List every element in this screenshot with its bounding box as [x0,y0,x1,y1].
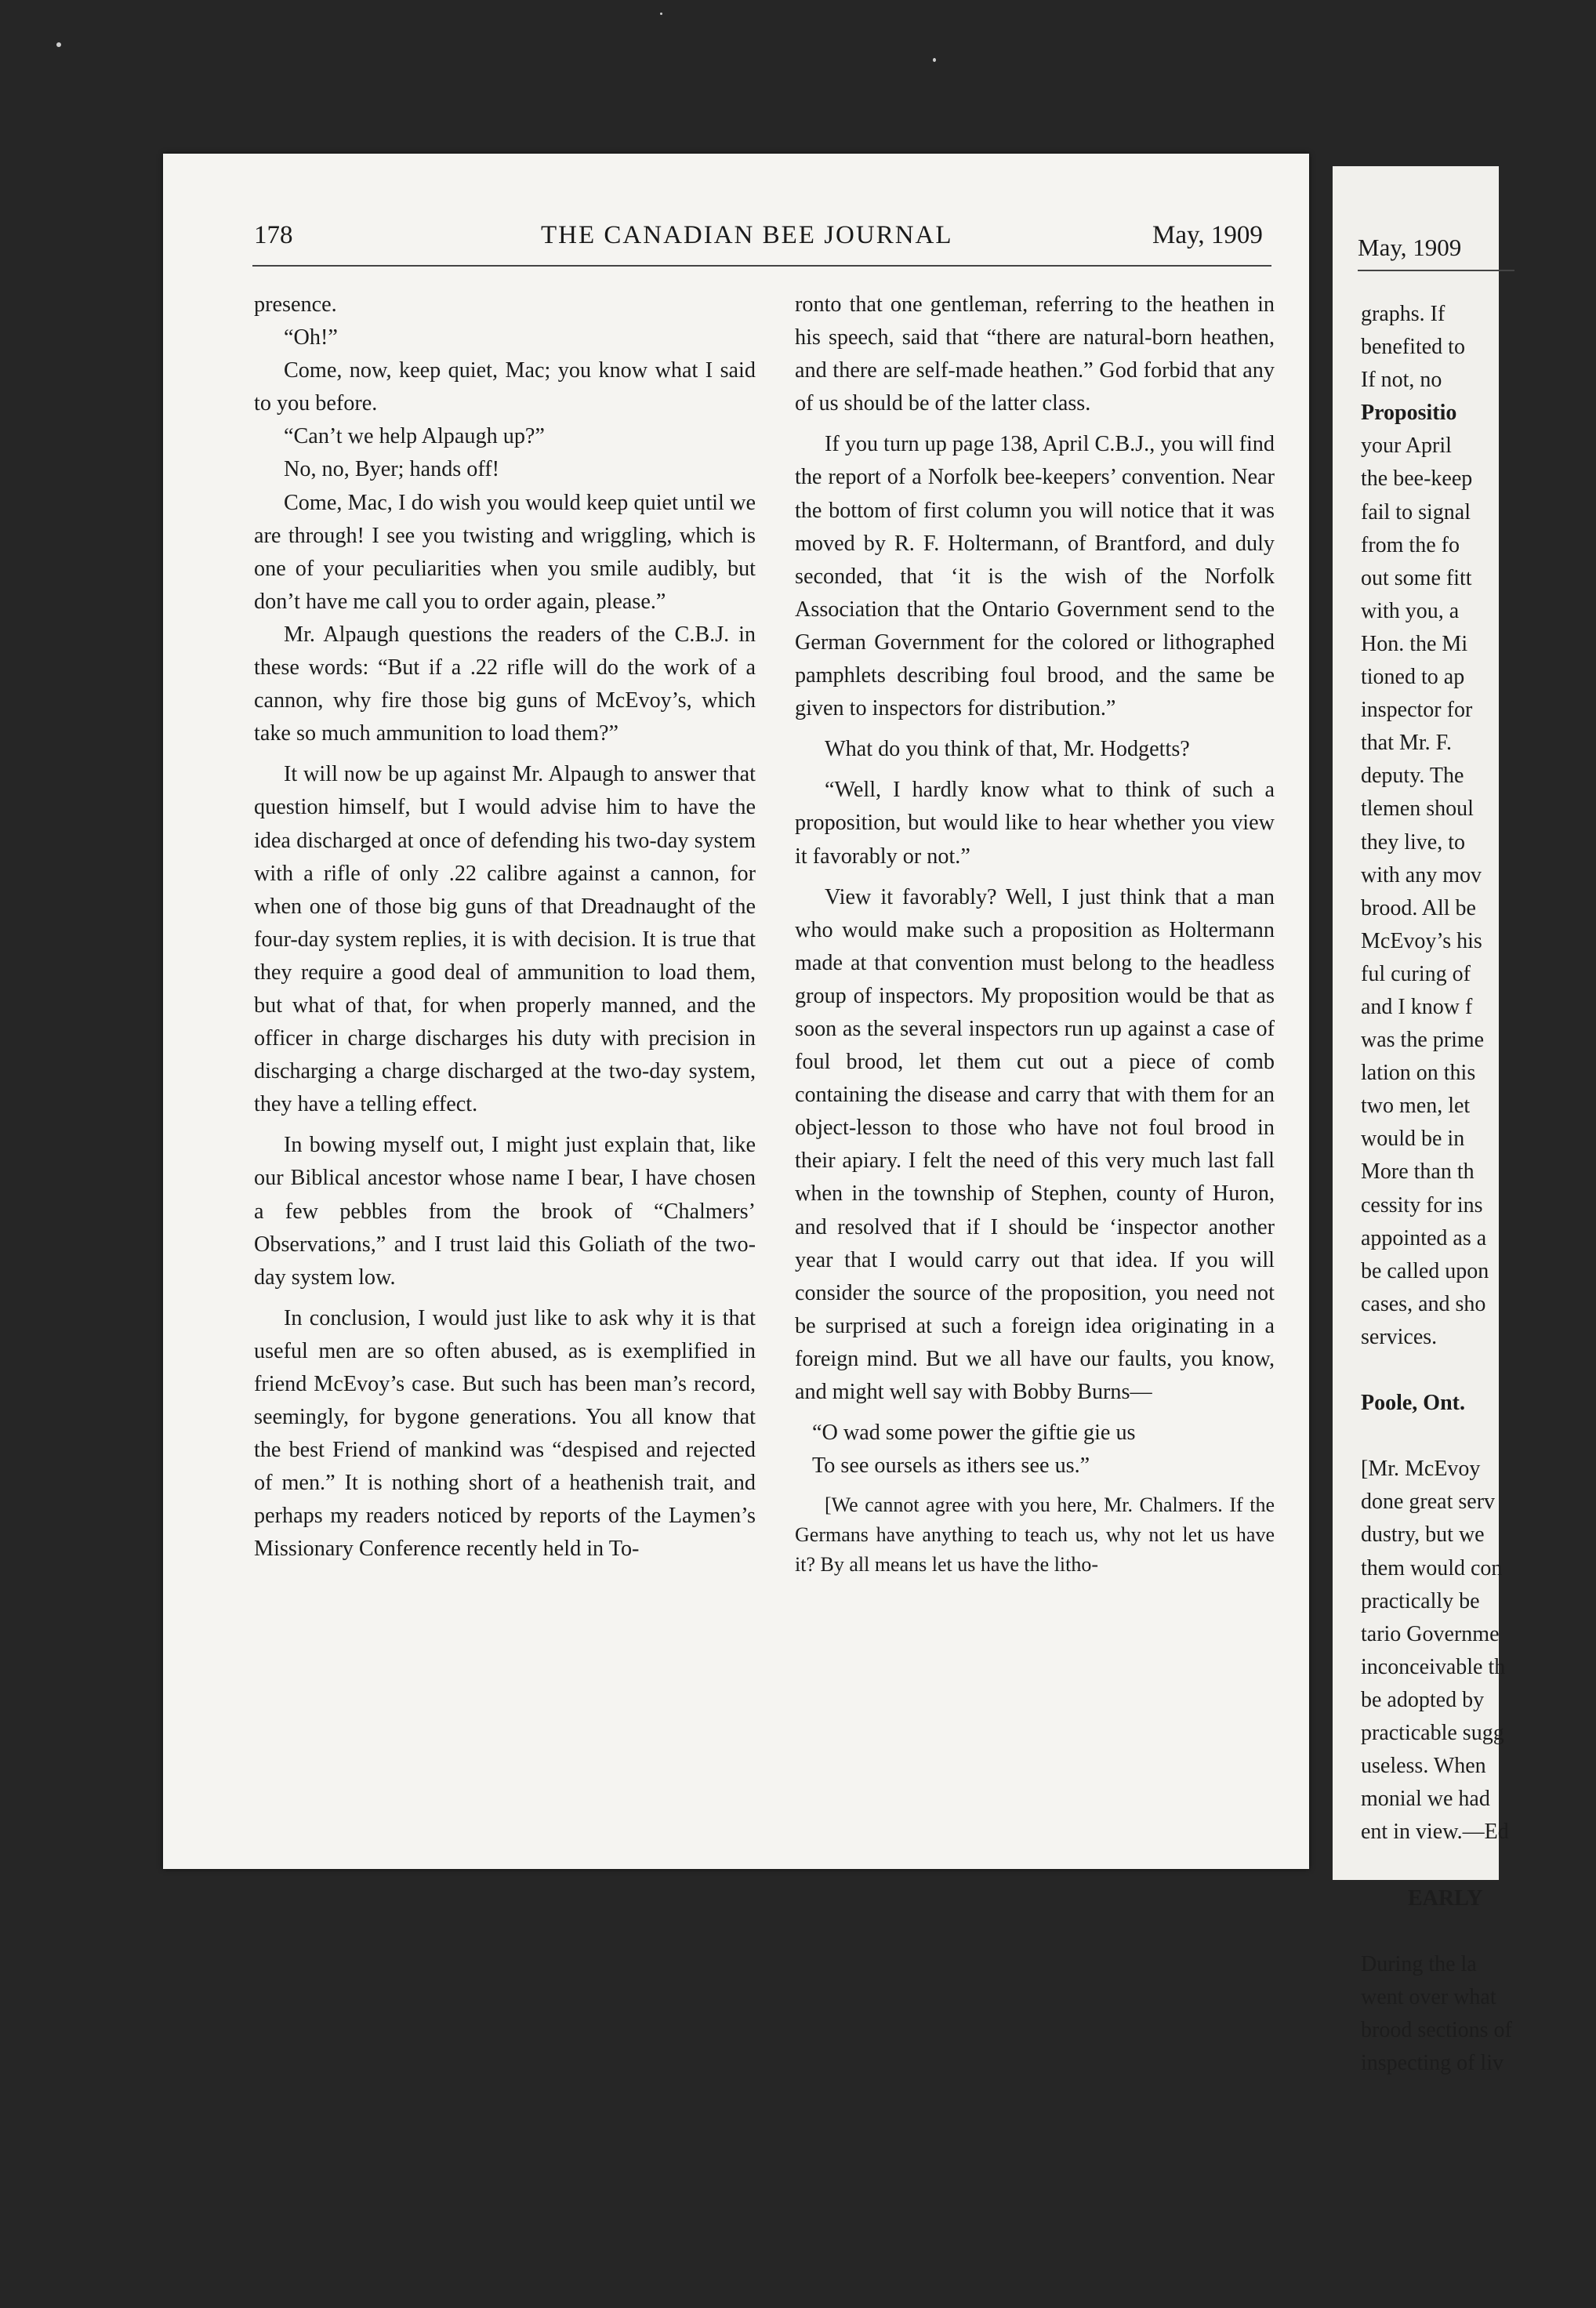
facing-page-line: cases, and sho [1361,1291,1486,1316]
facing-page-line: be called upon [1361,1258,1489,1283]
facing-page-line: and I know f [1361,994,1473,1019]
facing-page-line: brood sections of [1361,2017,1512,2042]
paragraph: “Can’t we help Alpaugh up?” [284,424,545,449]
facing-page-rule [1358,270,1514,271]
facing-page-line: inspector for [1361,698,1473,723]
dust-speck [933,58,936,62]
facing-page-line: two men, let [1361,1094,1471,1119]
paragraph: It will now be up against Mr. Alpaugh to answer that question himself, but I would advise him to have the idea discharged at once of defending his two-day system with a rifle of only .22 calibre against a cannon, for when one of those big guns of that Dreadnaught of the four-day system replies, it is with decision. It is true that they require a good deal of ammunition to load them, but what of that, for when properly manned, and the officer in charge discharges his duty with precision in discharging a charge discharged at the two-day system, they have a telling effect. [254,762,756,1117]
poem-line: To see oursels as ithers see us.” [812,1453,1090,1479]
journal-title: THE CANADIAN BEE JOURNAL [541,221,953,249]
facing-page-line: from the fo [1361,532,1460,557]
facing-page-line: practically be [1361,1588,1480,1613]
facing-page-line: benefited to [1361,335,1465,360]
facing-page-line: tario Governme [1361,1621,1500,1646]
facing-page-line: graphs. If [1361,302,1445,326]
facing-page-text [1361,298,1596,2080]
facing-page-line: Poole, Ont. [1361,1391,1465,1416]
dust-speck [56,42,61,47]
facing-page-line: services. [1361,1324,1438,1349]
editor-note: [We cannot agree with you here, Mr. Chalmers. If the Germans have anything to teach us, why not let us have it? By all means let us have the litho- [795,1493,1275,1577]
facing-page-line: monial we had [1361,1787,1490,1812]
facing-page-line: lation on this [1361,1061,1476,1086]
paragraph: Come, Mac, I do wish you would keep quiet until we are through! I see you twisting and wriggling, which is one of your peculiarities when you smile audibly, but don’t have me call you to order again, please.” [254,490,756,614]
facing-page-line: Hon. the Mi [1361,631,1468,656]
header-rule [252,265,1271,267]
facing-page-line [1361,1915,1596,1948]
facing-page-line: be adopted by [1361,1687,1485,1712]
facing-page-line: the bee-keep [1361,466,1473,492]
paragraph: “Well, I hardly know what to think of such a proposition, but would like to hear whether you view it favorably or not.” [795,778,1275,869]
paragraph: “Oh!” [284,325,338,350]
text-column-right [795,288,1275,1580]
facing-page-line: useless. When [1361,1754,1486,1779]
facing-page [1333,166,1512,2075]
paragraph: Mr. Alpaugh questions the readers of the C.B.J. in these words: “But if a .22 rifle will do the work of a cannon, why fire those big guns of McEvoy’s, which take so much ammunition to load them?” [254,622,756,746]
poem-line: “O wad some power the giftie gie us [812,1421,1136,1446]
facing-page-line: ent in view.—Ed [1361,1820,1509,1845]
facing-page-line: would be in [1361,1127,1465,1152]
paragraph: View it favorably? Well, I just think that a man who would make such a proposition as Holtermann made at that convention must belong to the headless group of inspectors. My proposition would be that as soon as the several inspectors run up against a case of foul brood, let them cut out a piece of comb containing the disease and carry that with them for an object-lesson to those who have not foul brood in their apiary. I felt the need of this very much last fall when in the township of Stephen, county of Huron, and resolved that if I should be ‘inspector another year that I would carry out that idea. If you will consider the source of the proposition, you need not be surprised at such a foreign idea originating in a foreign mind. But we all have our faults, you know, and might well say with Bobby Burns— [795,884,1275,1404]
paragraph: No, no, Byer; hands off! [284,457,500,482]
page-number: 178 [254,221,293,249]
paragraph: In bowing myself out, I might just explain that, like our Biblical ancestor whose name I bear, I have chosen a few pebbles from the brook of “Chalmers’ Observations,” and I trust laid this Goliath of the two-day system low. [254,1133,756,1290]
facing-page-line [1361,1420,1596,1453]
facing-page-line: dustry, but we [1361,1522,1485,1548]
facing-page-line: During the la [1361,1951,1477,1976]
facing-page-line [1361,1354,1596,1387]
paragraph: If you turn up page 138, April C.B.J., you will find the report of a Norfolk bee-keepers’ convention. Near the bottom of first column you will notice that it was moved by R. F. Holtermann, of Brantford, and duly seconded, that ‘it is the wish of the Norfolk Association that the Ontario Government send to the German Government for the colored or lithographed pamphlets describing foul brood, and the same be given to inspectors for distribution.” [795,432,1275,721]
facing-page-line: was the prime [1361,1028,1485,1053]
paragraph: ronto that one gentleman, referring to the heathen in his speech, said that “there are natural-born heathen, and there are self-made heathen.” God forbid that any of us should be of the latter class. [795,292,1275,416]
text-column-left [254,288,756,1566]
facing-page-line: EARLY [1408,1885,1483,1911]
issue-date: May, 1909 [1152,221,1263,249]
facing-page-line: that Mr. F. [1361,731,1452,756]
facing-page-line: inconceivable th [1361,1654,1506,1679]
facing-page-line: your April [1361,434,1452,459]
facing-page-line [1361,1849,1596,1882]
facing-page-line: brood. All be [1361,895,1476,920]
facing-page-line: inspecting of liv [1361,2050,1504,2075]
facing-page-line: tioned to ap [1361,665,1465,690]
dust-speck [660,13,662,15]
facing-page-line: McEvoy’s his [1361,928,1482,953]
facing-page-line: fail to signal [1361,499,1471,524]
facing-page-line: went over what [1361,1984,1496,2009]
paragraph: presence. [254,292,337,317]
facing-page-line: Propositio [1361,401,1457,426]
facing-page-line: More than th [1361,1159,1474,1185]
facing-page-line: cessity for ins [1361,1192,1483,1218]
facing-page-line: tlemen shoul [1361,797,1474,822]
facing-page-line: with any mov [1361,862,1482,887]
facing-page-date: May, 1909 [1358,234,1462,261]
facing-page-line: they live, to [1361,829,1465,855]
paragraph: Come, now, keep quiet, Mac; you know what I said to you before. [254,358,756,416]
facing-page-line: deputy. The [1361,764,1464,789]
facing-page-line: [Mr. McEvoy [1361,1457,1481,1482]
facing-page-line: ful curing of [1361,961,1471,986]
facing-page-line: If not, no [1361,368,1442,393]
facing-page-line: out some fitt [1361,565,1472,590]
facing-page-line: with you, a [1361,598,1460,623]
facing-page-line: them would con [1361,1555,1503,1580]
facing-page-line: practicable sugg [1361,1721,1504,1746]
paragraph: What do you think of that, Mr. Hodgetts? [825,737,1190,762]
facing-page-line: appointed as a [1361,1225,1487,1250]
facing-page-line: done great serv [1361,1490,1496,1515]
paragraph: In conclusion, I would just like to ask why it is that useful men are so often abused, as is exemplified in friend McEvoy’s case. But such has been man’s record, seemingly, for bygone generations. You all know that the best Friend of mankind was “despised and rejected of men.” It is nothing short of a heathenish trait, and perhaps my readers noticed by reports of the Laymen’s Missionary Conference recently held in To- [254,1305,756,1562]
